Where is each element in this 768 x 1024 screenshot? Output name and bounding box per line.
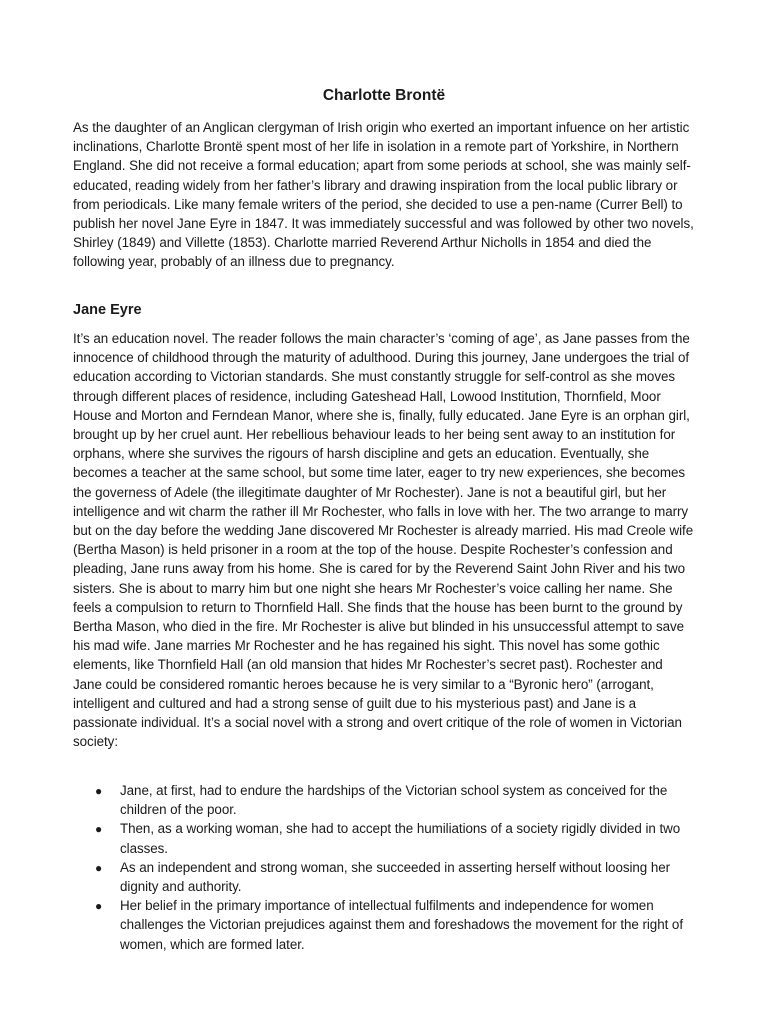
bullet-icon: ●	[95, 899, 103, 914]
body-paragraph: It’s an education novel. The reader follows the main character’s ‘coming of age’, as Jane passes from the innocence of childhood through the maturity of adulthood. During this journey, Jane undergoes the trial of education according to Victorian standards. She must constantly struggle for self-control as she moves through different places of residence, including Gateshead Hall, Lowood Institution, Thornfield, Moor House and Morton and Ferndean Manor, where she is, finally, fully educated. Jane Eyre is an orphan girl, brought up by her cruel aunt. Her rebellious behaviour leads to her being sent away to an institution for orphans, where she survives the rigours of harsh discipline and gets an education. Eventually, she becomes a teacher at the same school, but some time later, eager to try new experiences, she becomes the governess of Adele (the illegitimate daughter of Mr Rochester). Jane is not a beautiful girl, but her intelligence and wit charm the rather ill Mr Rochester, who falls in love with her. The two arrange to marry but on the day before the wedding Jane discovered Mr Rochester is already married. His mad Creole wife (Bertha Mason) is held prisoner in a room at the top of the house. Despite Rochester’s confession and pleading, Jane runs away from his home. She is cared for by the Reverend Saint John River and his two sisters. She is about to marry him but one night she hears Mr Rochester’s voice calling her name. She feels a compulsion to return to Thornfield Hall. She finds that the house has been burnt to the ground by Bertha Mason, who died in the fire. Mr Rochester is alive but blinded in his unsuccessful attempt to save his mad wife. Jane marries Mr Rochester and he has regained his sight. This novel has some gothic elements, like Thornfield Hall (an old mansion that hides Mr Rochester’s secret past). Rochester and Jane could be considered romantic heroes because he is very similar to a “Byronic hero” (arrogant, intelligent and cultured and had a strong sense of guilt due to his mysterious past) and Jane is a passionate individual. It’s a social novel with a strong and overt critique of the role of women in Victorian society:	[73, 331, 694, 750]
list-item	[73, 896, 695, 954]
bullet-icon: ●	[95, 784, 103, 798]
section-heading: Jane Eyre	[73, 302, 142, 318]
bullet-icon: ●	[95, 860, 103, 875]
bullet-list	[73, 781, 695, 954]
intro-paragraph: As the daughter of an Anglican clergyman of Irish origin who exerted an important infuence on her artistic inclinations, Charlotte Brontë spent most of her life in isolation in a remote part of Yorkshire, in Northern England. She did not receive a formal education; apart from some periods at school, she was mainly self-educated, reading widely from her father’s library and drawing inspiration from the local public library or from periodicals. Like many female writers of the period, she decided to use a pen-name (Currer Bell) to publish her novel Jane Eyre in 1847. It was immediately successful and was followed by other two novels, Shirley (1849) and Villette (1853). Charlotte married Reverend Arthur Nicholls in 1854 and died the following year, probably of an illness due to pregnancy.	[73, 120, 694, 270]
bullet-icon: ●	[95, 822, 103, 837]
list-item	[73, 858, 695, 896]
list-item	[73, 819, 695, 857]
document-title: Charlotte Brontë	[322, 87, 446, 104]
list-item-text: Then, as a working woman, she had to accept the humiliations of a society rigidly divided in two classes.	[120, 821, 681, 856]
list-item-text: Jane, at first, had to endure the hardships of the Victorian school system as conceived for the children of the poor.	[120, 783, 668, 818]
list-item-text: Her belief in the primary importance of intellectual fulfilments and independence for women challenges the Victorian prejudices against them and foreshadows the movement for the right of women, which are formed later.	[120, 898, 683, 952]
list-item	[73, 781, 695, 819]
list-item-text: As an independent and strong woman, she succeeded in asserting herself without loosing her dignity and authority.	[120, 859, 671, 895]
